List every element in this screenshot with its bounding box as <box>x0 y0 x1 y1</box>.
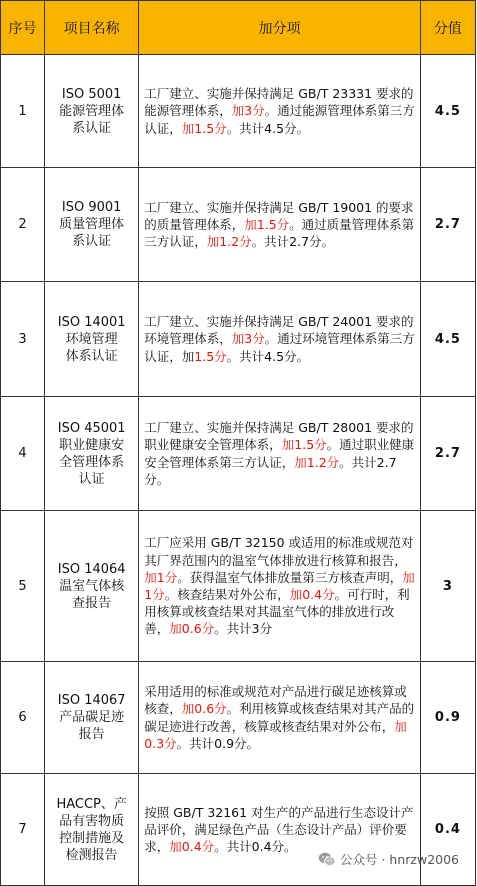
bonus-description <box>139 774 421 886</box>
project-name-line: 温室气体核 <box>59 578 125 594</box>
description-text: 。获得温室气体排放量第三方核查声明， <box>177 569 403 585</box>
description-text: 工厂建立、实施并保持满足 GB/T 24001 要求的环境管理体系， <box>144 314 414 347</box>
project-name-line: 产品碳足迹 <box>59 710 125 725</box>
description-text: 。通过环境管理体系第三方认证，加 <box>144 331 415 364</box>
description-text: 。通过质量管理体系第三方认证， <box>144 216 415 250</box>
description-text: 工厂应采用 GB/T 32150 或适用的标准或规范对其厂界范围内的温室气体排放进行核算和报告， <box>144 535 414 568</box>
bonus-description <box>139 511 421 662</box>
table-row <box>1 168 476 282</box>
score-value: 0.4 <box>420 774 475 886</box>
row-index: 7 <box>1 774 45 886</box>
project-name-line: ISO 9001 <box>61 200 122 215</box>
bonus-description <box>139 397 421 511</box>
bonus-points: 加0.6分 <box>181 701 227 717</box>
header-score: 分值 <box>420 1 475 55</box>
score-value: 2.7 <box>420 168 475 282</box>
project-name-line: 质量管理体 <box>59 217 125 232</box>
project-name-line: ISO 14067 <box>57 693 126 708</box>
bonus-points: 加3分 <box>231 331 265 347</box>
bonus-points: 加1分 <box>144 569 415 602</box>
table-row <box>1 662 476 774</box>
score-value: 0.9 <box>420 662 475 774</box>
project-name-line: 系认证 <box>72 234 112 249</box>
row-index: 1 <box>1 55 45 168</box>
project-name <box>45 168 139 282</box>
table-row <box>1 55 476 168</box>
description-text: 。共计4.5分。 <box>226 120 310 136</box>
row-index: 3 <box>1 282 45 397</box>
bonus-description <box>139 168 421 282</box>
description-text: 工厂建立、实施并保持满足 GB/T 19001 的要求的质量管理体系， <box>144 199 414 232</box>
description-text: 采用适用的标准或规范对产品进行碳足迹核算或核查， <box>144 684 407 717</box>
description-text: 工厂建立、实施并保持满足 GB/T 28001 要求的职业健康安全管理体系， <box>144 420 414 453</box>
row-index: 4 <box>1 397 45 511</box>
score-value: 3 <box>420 511 475 662</box>
description-text: 工厂建立、实施并保持满足 GB/T 23331 要求的能源管理体系， <box>144 86 414 119</box>
project-name-line: ISO 14064 <box>57 561 126 577</box>
description-text: 。可行时，利用核算或核查结果对其温室气体的排放进行改善， <box>144 587 410 637</box>
wechat-icon <box>318 852 336 867</box>
project-name-line: 查报告 <box>72 595 112 611</box>
score-value: 4.5 <box>420 55 475 168</box>
bonus-points: 加0.6分 <box>169 621 215 637</box>
bonus-points: 加1.2分 <box>294 454 340 470</box>
table-row <box>1 774 476 886</box>
bonus-points: 加3分 <box>231 103 265 119</box>
bonus-points: 加0.4分 <box>289 587 335 602</box>
project-name-line: 认证 <box>78 471 105 487</box>
table-row <box>1 397 476 511</box>
row-index: 5 <box>1 511 45 662</box>
row-index: 2 <box>1 168 45 282</box>
bonus-points: 加1.5分 <box>244 216 290 232</box>
project-name-line: ISO 5001 <box>61 86 122 102</box>
bonus-points: 加1分 <box>144 569 178 585</box>
project-name <box>45 282 139 397</box>
project-name-line: HACCP、产 <box>56 796 127 812</box>
project-name-line: 品有害物质 <box>59 813 125 829</box>
bonus-description <box>139 55 421 168</box>
project-name-line: 系认证 <box>72 120 112 136</box>
bonus-points: 加0.4分 <box>169 839 215 855</box>
description-text: 。共计3分 <box>214 621 273 637</box>
bonus-description <box>139 662 421 774</box>
description-text: 。通过职业健康安全管理体系第三方认证， <box>144 437 415 470</box>
bonus-points: 加1.2分 <box>206 234 252 250</box>
header-desc: 加分项 <box>139 1 421 55</box>
description-text: 。共计0.9分。 <box>176 735 260 751</box>
header-name: 项目名称 <box>45 1 139 55</box>
watermark-text: 公众号 · hnrzw2006 <box>340 852 460 867</box>
description-text: 按照 GB/T 32161 对生产的产品进行生态设计产品评价，满足绿色产品（生态设计产品）评价要求， <box>144 804 414 855</box>
description-text: 。核查结果对外公布， <box>164 587 290 602</box>
score-value: 4.5 <box>420 282 475 397</box>
bonus-points: 1.5分 <box>194 348 227 364</box>
header-index: 序号 <box>1 1 45 55</box>
description-text: 。通过能源管理体系第三方认证， <box>144 103 415 136</box>
project-name-line: 体系认证 <box>65 348 118 364</box>
table-body <box>1 55 476 886</box>
project-name-line: 报告 <box>78 727 105 742</box>
description-text: 。共计2.7分。 <box>144 454 397 487</box>
project-name-line: ISO 45001 <box>57 420 126 436</box>
table-row <box>1 282 476 397</box>
project-name <box>45 511 139 662</box>
table-row <box>1 511 476 662</box>
bonus-points: 加1.5分 <box>281 437 327 453</box>
bonus-description <box>139 282 421 397</box>
project-name-line: 全管理体系 <box>59 454 125 470</box>
project-name-line: 职业健康安 <box>59 437 125 453</box>
project-name-line: 环境管理 <box>65 331 118 347</box>
description-text: 。利用核算或核查结果对其产品的碳足迹进行改善，核算或核查结果对外公布， <box>144 701 415 734</box>
bonus-points: 加1.5分 <box>181 120 227 136</box>
project-name-line: 检测报告 <box>65 847 118 863</box>
row-index: 6 <box>1 662 45 774</box>
header-row <box>1 1 476 55</box>
description-text: 。共计4.5分。 <box>226 348 310 364</box>
project-name-line: 控制措施及 <box>59 830 125 846</box>
score-value: 2.7 <box>420 397 475 511</box>
description-text: 。共计2.7分。 <box>251 234 335 250</box>
project-name-line: 能源管理体 <box>59 103 125 119</box>
project-name <box>45 662 139 774</box>
bonus-points: 加0.3分 <box>144 718 407 751</box>
description-text: 。共计0.4分。 <box>214 839 297 855</box>
project-name <box>45 397 139 511</box>
project-name <box>45 774 139 886</box>
watermark <box>318 850 459 868</box>
project-name-line: ISO 14001 <box>57 314 126 330</box>
project-name <box>45 55 139 168</box>
